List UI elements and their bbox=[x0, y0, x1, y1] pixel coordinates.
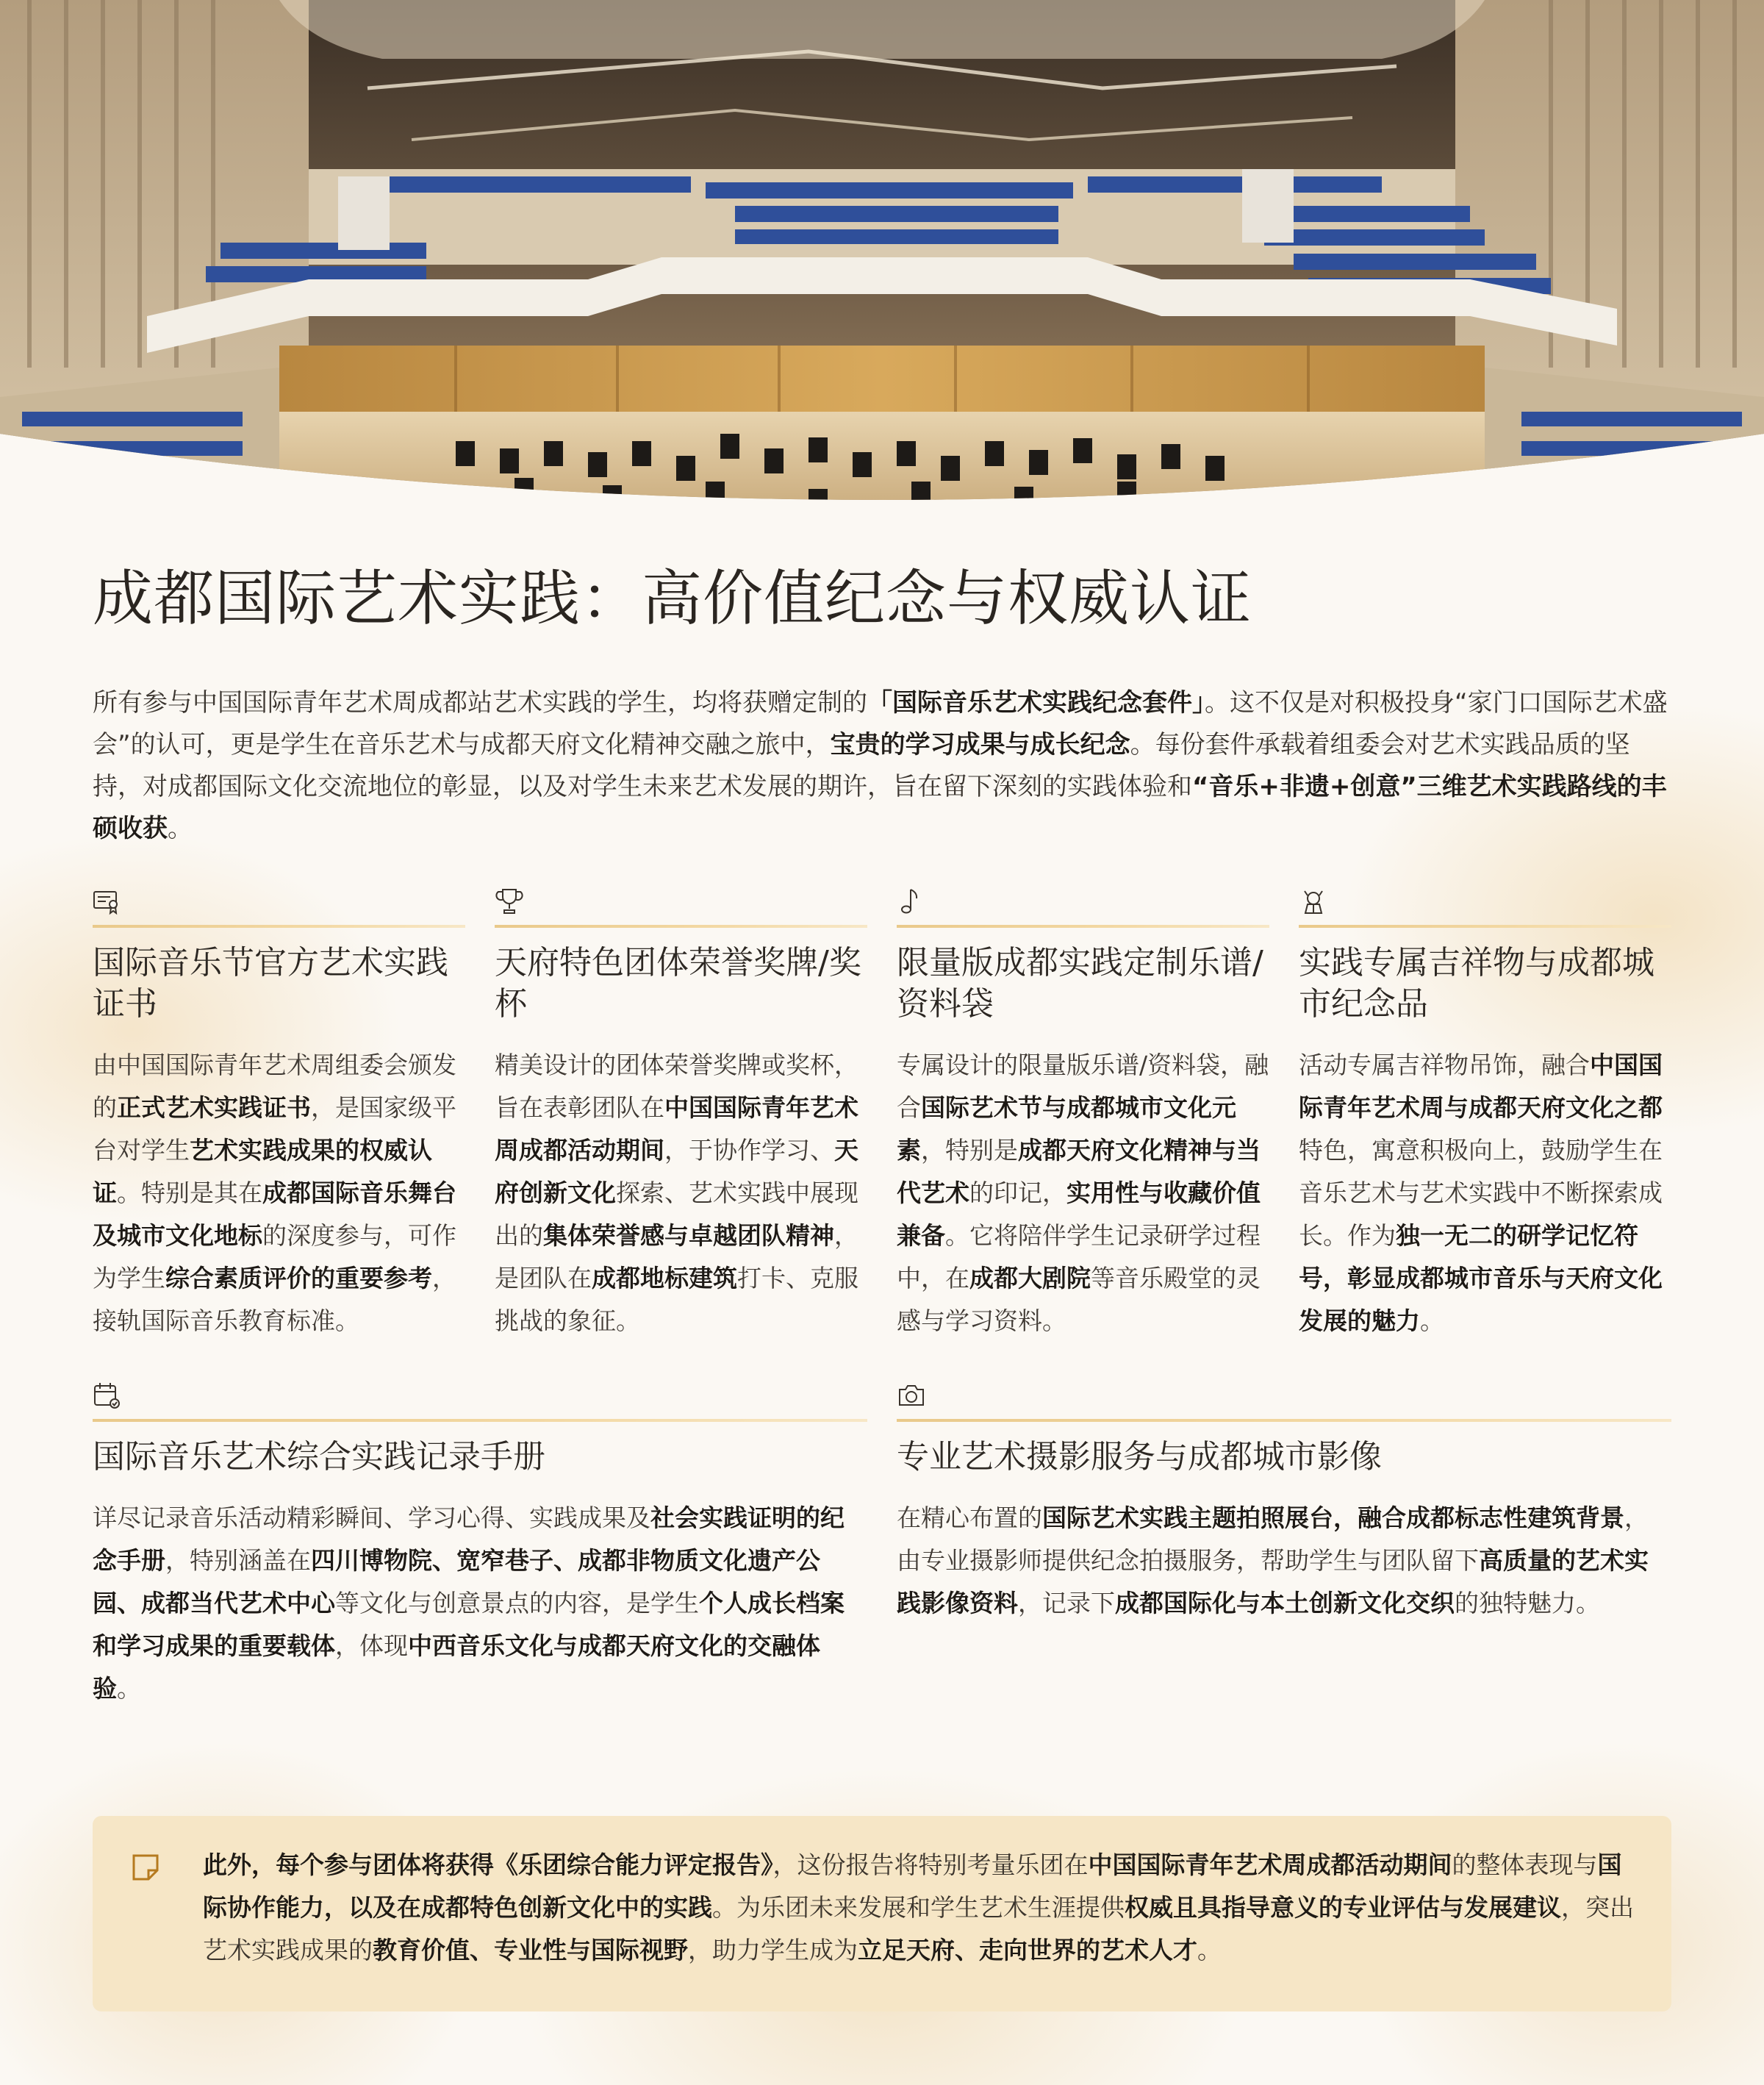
body-text: 等文化与创意景点的内容，是学生 bbox=[335, 1589, 699, 1618]
body-text: 。特别是其在 bbox=[117, 1179, 262, 1208]
emphasis-text: 国际艺术节与成都城市文化元素 bbox=[897, 1093, 1236, 1165]
feature-card-record-book bbox=[93, 1382, 867, 1710]
card-divider bbox=[495, 925, 867, 928]
card-title: 专业艺术摄影服务与成都城市影像 bbox=[897, 1438, 1382, 1476]
body-text: ，是团队在 bbox=[495, 1221, 858, 1293]
trophy-icon bbox=[495, 887, 524, 916]
emphasis-text: 权威且具指导意义的专业评估与发展建议 bbox=[1125, 1893, 1561, 1922]
body-text: 详尽记录音乐活动精彩瞬间、学习心得、实践成果及 bbox=[93, 1503, 650, 1533]
body-text: ，特别涵盖在 bbox=[165, 1546, 311, 1576]
card-body bbox=[93, 1497, 867, 1710]
feature-card-trophy bbox=[495, 888, 867, 1342]
concert-hall-photo bbox=[0, 0, 1764, 515]
emphasis-text: 天府创新文化 bbox=[495, 1136, 858, 1208]
card-title: 国际音乐艺术综合实践记录手册 bbox=[93, 1438, 545, 1476]
emphasis-text: 成都大剧院 bbox=[969, 1264, 1091, 1293]
body-text: 的整体表现与 bbox=[1452, 1850, 1598, 1879]
emphasis-text: 综合素质评价的重要参考 bbox=[165, 1264, 432, 1293]
emphasis-text: 集体荣誉感与卓越团队精神 bbox=[543, 1221, 834, 1251]
emphasis-text: 立足天府、走向世界的艺术人才 bbox=[858, 1936, 1197, 1964]
body-text: 打卡、克服挑战的象征。 bbox=[495, 1264, 858, 1336]
body-text: 。 bbox=[1420, 1306, 1444, 1336]
emphasis-text: 中西音乐文化与成都天府文化的交融体验 bbox=[93, 1631, 820, 1703]
emphasis-text: 此外，每个参与团体将获得《乐团综合能力评定报告》 bbox=[203, 1850, 773, 1879]
emphasis-text: 成都国际化与本土创新文化交织 bbox=[1115, 1589, 1455, 1618]
feature-grid-bottom bbox=[93, 1382, 1671, 1710]
emphasis-text: 成都国际音乐舞台及城市文化地标 bbox=[93, 1179, 456, 1251]
emphasis-text: 实用性与收藏价值兼备 bbox=[897, 1179, 1261, 1251]
emphasis-text: 中国国际青年艺术周成都活动期间 bbox=[1088, 1850, 1452, 1879]
body-text: 。它将陪伴学生记录研学过程中，在 bbox=[897, 1221, 1261, 1293]
emphasis-text: 四川博物院、宽窄巷子、成都非物质文化遗产公园、成都当代艺术中心 bbox=[93, 1546, 820, 1618]
music-note-icon bbox=[897, 887, 926, 916]
evaluation-report-note bbox=[93, 1816, 1671, 2011]
card-title: 天府特色团体荣誉奖牌/奖杯 bbox=[495, 944, 861, 1023]
emphasis-text: 个人成长档案和学习成果的重要载体 bbox=[93, 1589, 845, 1661]
card-body bbox=[1299, 1044, 1671, 1342]
body-text: 。为乐团未来发展和学生艺术生涯提供 bbox=[712, 1893, 1125, 1922]
body-text: ，由专业摄影师提供纪念拍摄服务，帮助学生与团队留下 bbox=[897, 1503, 1649, 1576]
body-text: 。 bbox=[117, 1674, 141, 1703]
body-text: 活动专属吉祥物吊饰，融合 bbox=[1299, 1051, 1590, 1080]
feature-card-photography bbox=[897, 1382, 1671, 1710]
emphasis-text: 艺术实践成果的权威认证 bbox=[93, 1136, 432, 1208]
body-text: ，是国家级平台对学生 bbox=[93, 1093, 456, 1165]
emphasis-text: 教育价值、专业性与国际视野 bbox=[373, 1936, 688, 1964]
emphasis-text: 独一无二的研学记忆符号，彰显成都城市音乐与天府文化发展的魅力 bbox=[1299, 1221, 1663, 1336]
body-text: ，于协作学习、 bbox=[664, 1136, 834, 1165]
emphasis-text: 国际协作能力，以及在成都特色创新文化中的实践 bbox=[203, 1850, 1622, 1922]
emphasis-text: 中国国际青年艺术周成都活动期间 bbox=[495, 1093, 858, 1165]
emphasis-text: 高质量的艺术实践影像资料 bbox=[897, 1546, 1649, 1618]
body-text: 由中国国际青年艺术周组委会颁发的 bbox=[93, 1051, 456, 1123]
card-divider bbox=[93, 1419, 867, 1422]
card-divider bbox=[897, 925, 1269, 928]
body-text: 探索、艺术实践中展现出的 bbox=[495, 1179, 858, 1251]
emphasis-text: 国际艺术实践主题拍照展台，融合成都标志性建筑背景 bbox=[1042, 1503, 1624, 1533]
body-text: 的印记， bbox=[969, 1179, 1066, 1208]
body-text: ，特别是 bbox=[921, 1136, 1018, 1165]
feature-card-sheet-music bbox=[897, 888, 1269, 1342]
body-text: 。 bbox=[1197, 1936, 1222, 1964]
emphasis-text: 中国国际青年艺术周与成都天府文化之都 bbox=[1299, 1051, 1663, 1123]
mascot-icon bbox=[1299, 887, 1328, 916]
feature-card-mascot bbox=[1299, 888, 1671, 1342]
intro-paragraph: 所有参与中国国际青年艺术周成都站艺术实践的学生，均将获赠定制的「国际音乐艺术实践纪念套件」。这不仅是对积极投身“家门口国际艺术盛会”的认可，更是学生在音乐艺术与成都天府文化精神交融之旅中，宝贵的学习成果与成长纪念。每份套件承载着组委会对艺术实践品质的坚持，对成都国际文化交流地位的彰显，以及对学生未来艺术发展的期许，旨在留下深刻的实践体验和“音乐+非遗+创意”三维艺术实践路线的丰硕收获。 bbox=[93, 688, 1668, 844]
body-text: ，接轨国际音乐教育标准。 bbox=[93, 1264, 456, 1336]
card-body bbox=[897, 1497, 1671, 1625]
body-text: 的深度参与，可作为学生 bbox=[93, 1221, 456, 1293]
body-text: 的独特魅力。 bbox=[1455, 1589, 1600, 1618]
body-text: ，体现 bbox=[335, 1631, 408, 1661]
certificate-icon bbox=[93, 887, 122, 916]
note-icon bbox=[129, 1851, 162, 1884]
feature-grid-top bbox=[93, 888, 1671, 1342]
card-body bbox=[495, 1044, 867, 1342]
feature-card-certificate bbox=[93, 888, 465, 1342]
body-text: 专属设计的限量版乐谱/资料袋，融合 bbox=[897, 1051, 1269, 1123]
card-title: 限量版成都实践定制乐谱/资料袋 bbox=[897, 944, 1263, 1023]
emphasis-text: 社会实践证明的纪念手册 bbox=[93, 1503, 845, 1576]
main-content bbox=[93, 566, 1671, 1710]
body-text: ，助力学生成为 bbox=[688, 1936, 858, 1964]
emphasis-text: 正式艺术实践证书 bbox=[117, 1093, 311, 1123]
calendar-check-icon bbox=[93, 1381, 122, 1410]
body-text: 等音乐殿堂的灵感与学习资料。 bbox=[897, 1264, 1261, 1336]
camera-icon bbox=[897, 1381, 926, 1410]
emphasis-text: 成都天府文化精神与当代艺术 bbox=[897, 1136, 1261, 1208]
note-text bbox=[203, 1844, 1635, 2011]
card-divider bbox=[93, 925, 465, 928]
page-title: 成都国际艺术实践：高价值纪念与权威认证 bbox=[93, 564, 1252, 634]
body-text: 特色，寓意积极向上，鼓励学生在音乐艺术与艺术实践中不断探索成长。作为 bbox=[1299, 1136, 1663, 1251]
body-text: ，记录下 bbox=[1018, 1589, 1115, 1618]
card-title: 国际音乐节官方艺术实践证书 bbox=[93, 944, 448, 1023]
card-body bbox=[897, 1044, 1269, 1342]
emphasis-text: 成都地标建筑 bbox=[592, 1264, 737, 1293]
body-text: ，突出艺术实践成果的 bbox=[203, 1893, 1634, 1964]
card-divider bbox=[1299, 925, 1671, 928]
hero-image bbox=[0, 0, 1764, 515]
card-divider bbox=[897, 1419, 1671, 1422]
body-text: 精美设计的团体荣誉奖牌或奖杯，旨在表彰团队在 bbox=[495, 1051, 858, 1123]
card-title: 实践专属吉祥物与成都城市纪念品 bbox=[1299, 944, 1654, 1023]
body-text: ，这份报告将特别考量乐团在 bbox=[772, 1850, 1089, 1879]
card-body bbox=[93, 1044, 465, 1342]
body-text: 在精心布置的 bbox=[897, 1503, 1042, 1533]
